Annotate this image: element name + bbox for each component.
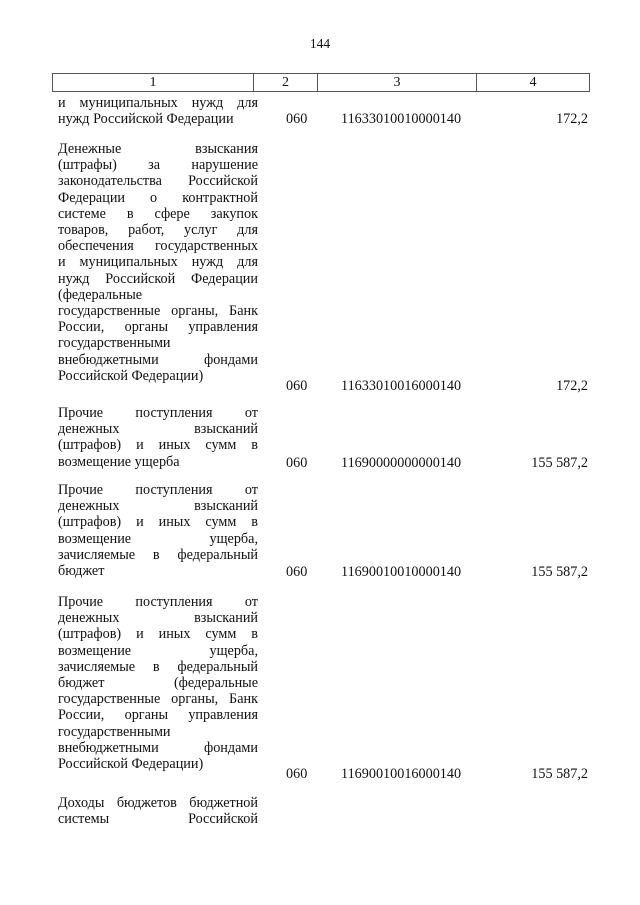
row-description [58,141,258,384]
admin-code: 060 [286,455,308,471]
description-line: Российской Федерации) [58,367,204,384]
description-line: законодательства Российской [58,173,258,190]
description-line: государственные органы, Банк [58,303,258,320]
admin-code: 060 [286,111,308,127]
description-line: денежных взысканий [58,498,258,515]
description-line: денежных взысканий [58,610,258,627]
description-line: бюджет (федеральные [58,675,258,692]
description-line: Прочие поступления от [58,482,258,498]
header-column-3: 3 [318,74,477,91]
admin-code: 060 [286,564,308,580]
description-line: бюджет [58,563,105,580]
description-line: нужд Российской Федерации [58,270,258,287]
description-line: системы Российской [58,811,258,828]
description-line: (федеральные [58,286,143,303]
description-line: (штрафов) и иных сумм в [58,514,258,531]
description-line: Прочие поступления от [58,405,258,421]
description-line: внебюджетными фондами [58,739,258,756]
description-line: Денежные взыскания [58,141,258,157]
table-header [52,73,590,92]
row-description [58,594,258,772]
header-column-1: 1 [53,74,254,91]
description-line: государственными [58,335,171,352]
description-line: денежных взысканий [58,421,258,438]
description-line: Федерации о контрактной [58,189,258,206]
description-line: (штрафов) и иных сумм в [58,437,258,454]
row-description [58,95,258,127]
amount: 155 587,2 [531,766,588,782]
kbk-code: 11633010016000140 [341,378,462,394]
row-description [58,405,258,470]
amount: 155 587,2 [531,455,588,471]
description-line: зачисляемые в федеральный [58,658,258,675]
description-line: России, органы управления [58,319,258,336]
description-line: и муниципальных нужд для [58,95,258,111]
description-line: нужд Российской Федерации [58,111,234,128]
description-line: (штрафов) и иных сумм в [58,626,258,643]
description-line: государственными [58,723,171,740]
admin-code: 060 [286,766,308,782]
description-line: (штрафы) за нарушение [58,157,258,174]
amount: 172,2 [556,111,588,127]
description-line: возмещение ущерба, [58,530,258,547]
description-line: и муниципальных нужд для [58,254,258,271]
description-line: Прочие поступления от [58,594,258,610]
description-line: государственные органы, Банк [58,691,258,708]
description-line: Российской Федерации) [58,756,204,773]
kbk-code: 11690010016000140 [341,766,462,782]
amount: 172,2 [556,378,588,394]
kbk-code: 11633010010000140 [341,111,462,127]
description-line: России, органы управления [58,707,258,724]
amount: 155 587,2 [531,564,588,580]
description-line: возмещение ущерба [58,453,180,470]
description-line: обеспечения государственных [58,238,258,255]
kbk-code: 11690010010000140 [341,564,462,580]
header-column-4: 4 [529,75,537,90]
header-column-2: 2 [254,74,318,91]
description-line: возмещение ущерба, [58,642,258,659]
description-line: товаров, работ, услуг для [58,222,258,239]
admin-code: 060 [286,378,308,394]
description-line: Доходы бюджетов бюджетной [58,795,258,811]
row-description [58,795,258,827]
kbk-code: 11690000000000140 [341,455,462,471]
row-description [58,482,258,579]
page-number: 144 [309,36,331,51]
description-line: зачисляемые в федеральный [58,546,258,563]
description-line: системе в сфере закупок [58,205,258,222]
description-line: внебюджетными фондами [58,351,258,368]
